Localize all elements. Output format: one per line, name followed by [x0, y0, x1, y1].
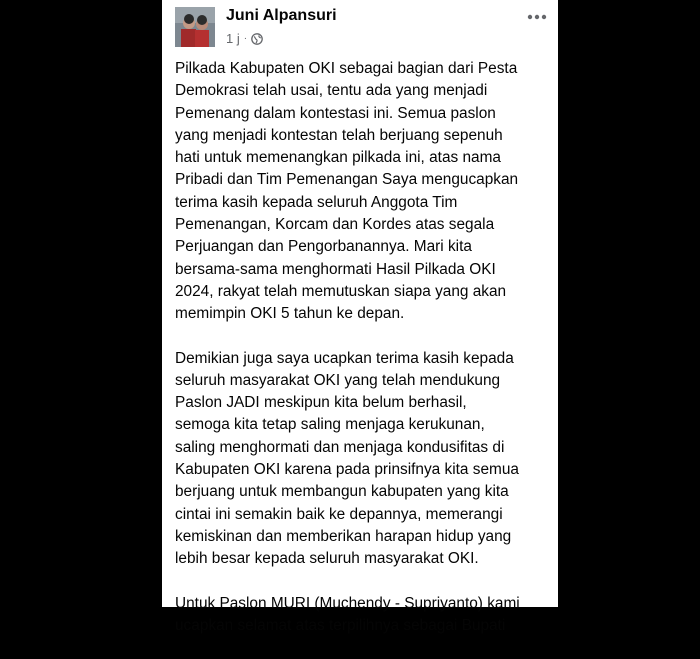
post-paragraph-2: Demikian juga saya ucapkan terima kasih kepada seluruh masyarakat OKI yang telah mendukung Paslon JADI meskipun kita belum berhasil, semoga kita tetap saling menjaga kerukunan, saling menghormati dan menjaga kondusifitas di Kabupaten OKI karena pada prinsifnya kita semua berjuang untuk membangun kabupaten yang kita cintai ini semakin baik ke depannya, memerangi kemiskinan dan memberikan harapan hidup yang lebih besar kepada seluruh masyarakat OKI.	[175, 349, 519, 568]
post-header	[162, 0, 558, 56]
more-options-button[interactable]	[526, 6, 548, 28]
post-body	[175, 58, 557, 659]
author-name[interactable]: Juni Alpansuri	[226, 7, 337, 24]
post-paragraph-3: Untuk Paslon MURI (Muchendy - Supriyanto) kami ucapkan selamat atas terpilihnya sebagai Bupati	[175, 594, 520, 634]
avatar-photo	[175, 7, 215, 47]
meta-separator: ·	[243, 33, 248, 44]
globe-icon[interactable]	[251, 33, 263, 45]
more-options-icon	[527, 14, 547, 20]
avatar[interactable]	[175, 7, 215, 47]
post-card	[162, 0, 558, 634]
post-meta	[226, 31, 263, 46]
post-time[interactable]: 1 j	[226, 31, 240, 46]
post-paragraph-1: Pilkada Kabupaten OKI sebagai bagian dari Pesta Demokrasi telah usai, tentu ada yang menjadi Pemenang dalam kontestasi ini. Semua paslon yang menjadi kontestan telah berjuang sepenuh hati untuk memenangkan pilkada ini, atas nama Pribadi dan Tim Pemenangan Saya mengucapkan terima kasih kepada seluruh Anggota Tim Pemenangan, Korcam dan Kordes atas segala Perjuangan dan Pengorbanannya. Mari kita bersama-sama menghormati Hasil Pilkada OKI 2024, rakyat telah memutuskan siapa yang akan memimpin OKI 5 tahun ke depan.	[175, 60, 519, 323]
